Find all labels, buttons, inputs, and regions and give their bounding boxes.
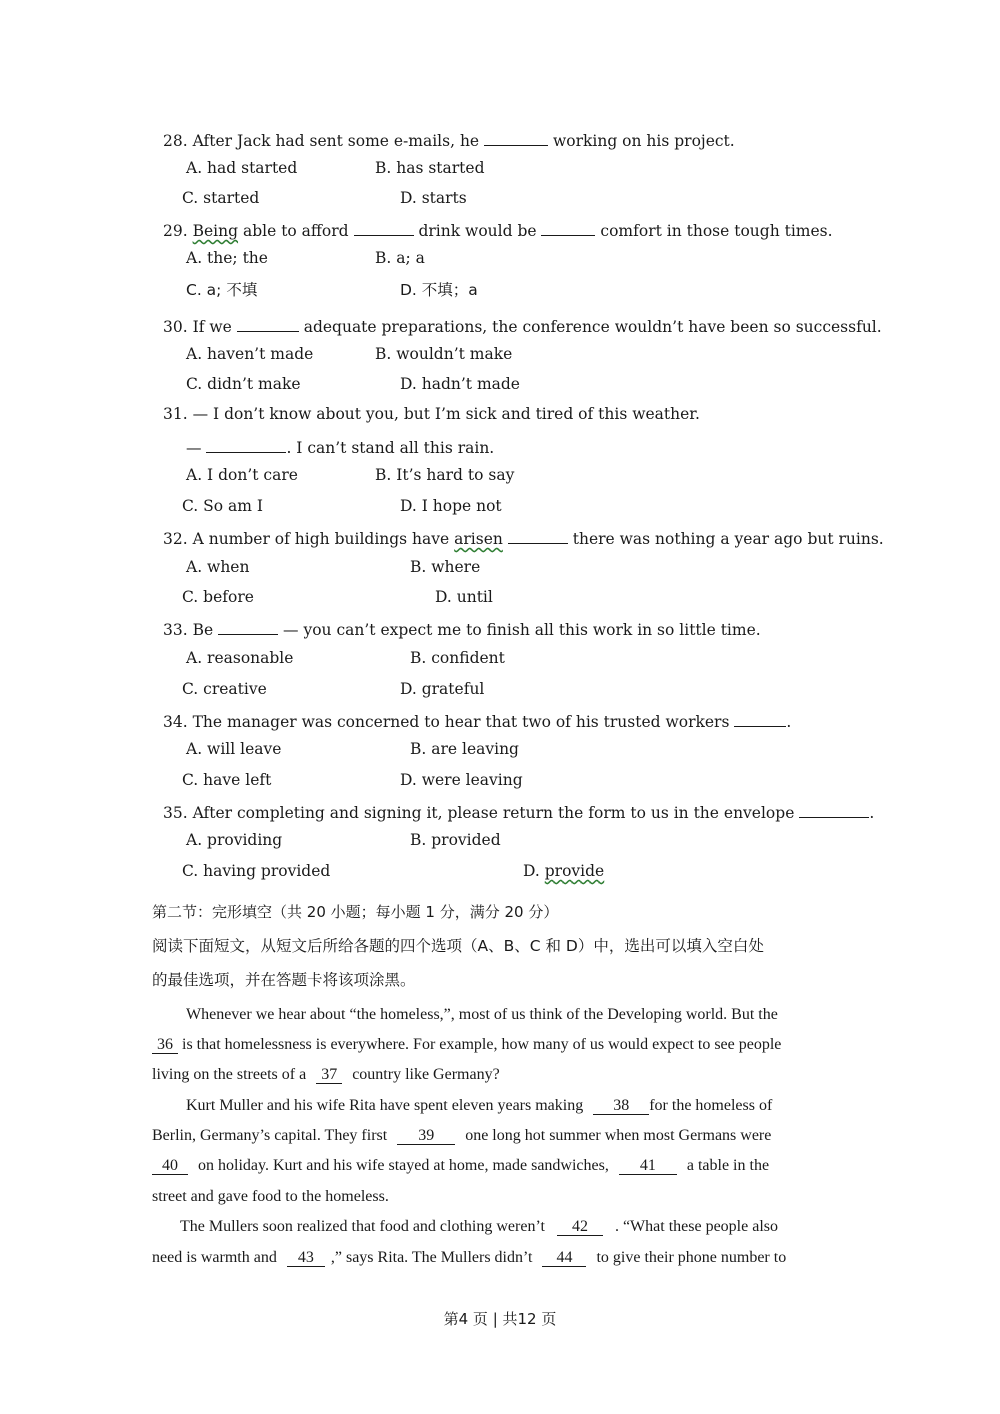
option-d: D. starts [400, 189, 467, 207]
passage-text: on holiday. Kurt and his wife stayed at home, made sandwiches, [198, 1157, 609, 1174]
option-d-text: provide [544, 862, 605, 880]
question-text: Be [192, 621, 214, 639]
question-text: able to afford [242, 222, 349, 240]
passage-text: The Mullers soon realized that food and clothing weren’t [180, 1218, 545, 1235]
option-d: D. hadn’t made [400, 375, 520, 393]
question-text: working on his project. [552, 132, 735, 150]
answer-blank [799, 803, 869, 818]
question-text: If we [192, 318, 232, 336]
section-instructions: 的最佳选项，并在答题卡将该项涂黑。 [152, 971, 416, 989]
option-c: C. didn’t make [186, 375, 301, 393]
passage-line [180, 1219, 778, 1236]
dash: — [186, 439, 202, 457]
question-text: After Jack had sent some e-mails, he [192, 132, 480, 150]
option-b: B. a; a [375, 249, 425, 267]
question-number: 32. [163, 530, 188, 548]
option-b: B. has started [375, 159, 485, 177]
cloze-blank: 41 [619, 1158, 677, 1175]
question-number: 35. [163, 804, 188, 822]
option-c: C. started [182, 189, 260, 207]
option-a: A. I don’t care [186, 466, 298, 484]
option-c: C. a; 不填 [186, 281, 258, 299]
passage-text: Whenever we hear about “the homeless,”, most of us think of the Developing world. But the [186, 1006, 778, 1023]
option-a: A. will leave [186, 740, 282, 758]
option-c: C. So am I [182, 497, 264, 515]
question-34 [163, 712, 791, 731]
passage-line [152, 1037, 781, 1054]
option-d: D. were leaving [400, 771, 523, 789]
option-d [523, 864, 604, 880]
option-a: A. reasonable [186, 649, 294, 667]
answer-blank [206, 438, 286, 453]
passage-text: Kurt Muller and his wife Rita have spent eleven years making [186, 1097, 584, 1114]
cloze-blank: 42 [557, 1219, 603, 1236]
passage-text: Berlin, Germany’s capital. They first [152, 1127, 388, 1144]
passage-text: country like Germany? [352, 1066, 500, 1083]
option-a: A. had started [186, 159, 298, 177]
passage-text: living on the streets of a [152, 1066, 307, 1083]
question-text: adequate preparations, the conference wouldn’t have been so successful. [303, 318, 882, 336]
question-text: — I don’t know about you, but I’m sick and tired of this weather. [192, 405, 700, 423]
option-c: C. before [182, 588, 254, 606]
option-d: D. until [435, 588, 493, 606]
question-text: . [869, 804, 875, 822]
passage-line [186, 1098, 772, 1115]
question-number: 34. [163, 713, 188, 731]
answer-blank [484, 131, 548, 146]
passage-text: need is warmth and [152, 1249, 277, 1266]
question-text: — you can’t expect me to finish all this work in so little time. [283, 621, 761, 639]
passage-text: to give their phone number to [596, 1249, 787, 1266]
option-d: D. grateful [400, 680, 485, 698]
option-b: B. where [410, 558, 481, 576]
passage-text: ,” says Rita. The Mullers didn’t [330, 1249, 533, 1266]
cloze-blank: 36 [152, 1037, 178, 1054]
question-30 [163, 317, 882, 336]
option-d-label: D. [523, 862, 540, 880]
question-text: comfort in those tough times. [600, 222, 833, 240]
passage-text: for the homeless of [649, 1097, 773, 1114]
question-31 [163, 407, 700, 423]
passage-line [186, 1007, 778, 1023]
question-text: drink would be [418, 222, 537, 240]
question-number: 33. [163, 621, 188, 639]
option-c: C. creative [182, 680, 267, 698]
option-d: D. 不填；a [400, 281, 478, 299]
cloze-blank: 37 [316, 1067, 342, 1084]
option-c: C. have left [182, 771, 272, 789]
option-b: B. It’s hard to say [375, 466, 515, 484]
answer-blank [237, 317, 299, 332]
cloze-blank: 43 [287, 1250, 325, 1267]
answer-blank [508, 529, 568, 544]
passage-text: street and gave food to the homeless. [152, 1188, 389, 1205]
question-number: 29. [163, 222, 188, 240]
cloze-blank: 39 [397, 1128, 455, 1145]
question-number: 31. [163, 405, 188, 423]
answer-blank [734, 712, 786, 727]
option-c: C. having provided [182, 862, 331, 880]
passage-line [152, 1158, 769, 1175]
option-a: A. haven’t made [186, 345, 314, 363]
question-text: After completing and signing it, please return the form to us in the envelope [192, 804, 795, 822]
passage-line [152, 1067, 500, 1084]
passage-line [152, 1250, 786, 1267]
cloze-blank: 40 [152, 1158, 188, 1175]
question-29 [163, 221, 833, 240]
page-footer: 第4 页 | 共12 页 [443, 1310, 557, 1328]
question-number: 30. [163, 318, 188, 336]
passage-text: . “What these people also [614, 1218, 778, 1235]
section-instructions: 阅读下面短文，从短文后所给各题的四个选项（A、B、C 和 D）中，选出可以填入空白处 [152, 937, 764, 955]
passage-line [152, 1128, 771, 1145]
answer-blank [354, 221, 414, 236]
passage-text: one long hot summer when most Germans were [465, 1127, 772, 1144]
question-31-response [186, 438, 494, 457]
question-text: Being [192, 222, 239, 240]
option-a: A. the; the [186, 249, 268, 267]
question-text: The manager was concerned to hear that two of his trusted workers [192, 713, 730, 731]
question-33 [163, 620, 761, 639]
option-a: A. when [186, 558, 250, 576]
passage-text: a table in the [686, 1157, 770, 1174]
question-32 [163, 529, 884, 548]
option-b: B. provided [410, 831, 501, 849]
question-text: A number of high buildings have [192, 530, 450, 548]
passage-line [152, 1189, 389, 1205]
question-text: . [786, 713, 792, 731]
question-text: there was nothing a year ago but ruins. [572, 530, 884, 548]
question-number: 28. [163, 132, 188, 150]
option-b: B. are leaving [410, 740, 519, 758]
cloze-blank: 44 [542, 1250, 586, 1267]
question-28 [163, 131, 735, 150]
question-text: arisen [454, 530, 503, 548]
question-text: . I can’t stand all this rain. [286, 439, 495, 457]
option-d: D. I hope not [400, 497, 502, 515]
passage-text: is that homelessness is everywhere. For example, how many of us would expect to see people [182, 1036, 782, 1053]
cloze-blank: 38 [593, 1098, 649, 1115]
answer-blank [218, 620, 278, 635]
section-title: 第二节：完形填空（共 20 小题；每小题 1 分，满分 20 分） [152, 903, 559, 921]
answer-blank [541, 221, 595, 236]
option-b: B. wouldn’t make [375, 345, 513, 363]
option-b: B. confident [410, 649, 505, 667]
option-a: A. providing [186, 831, 283, 849]
question-35 [163, 803, 874, 822]
